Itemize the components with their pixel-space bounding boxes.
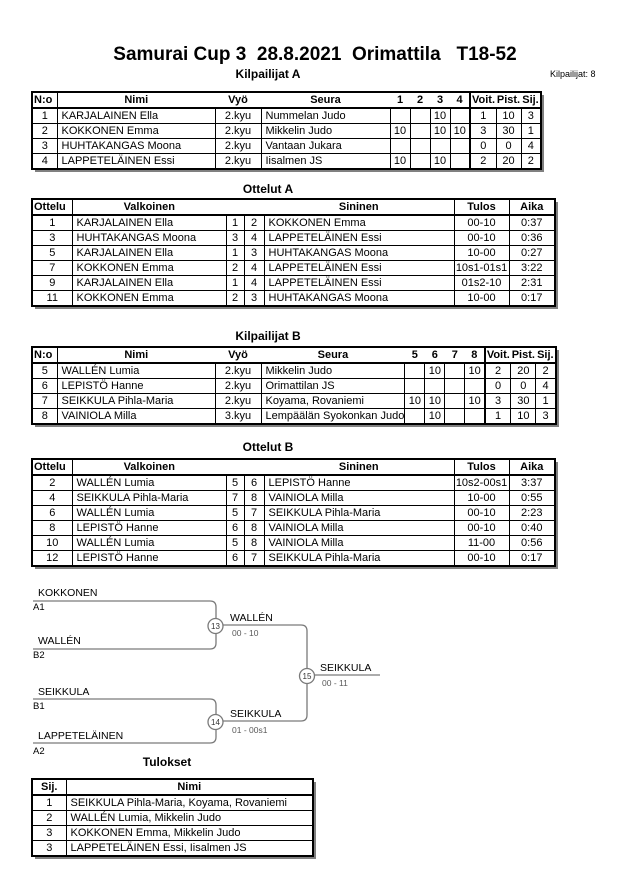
table-cell: 2.kyu <box>215 139 261 154</box>
table-cell: 4 <box>32 154 57 170</box>
table-row <box>32 108 541 124</box>
table-cell: VAINIOLA Milla <box>264 491 454 506</box>
table-cell: 2.kyu <box>215 154 261 170</box>
table-cell: LAPPETELÄINEN Essi <box>264 231 454 246</box>
table-cell: 3 <box>32 841 66 857</box>
table-cell: 12 <box>32 551 72 567</box>
header-row <box>32 199 555 215</box>
table-cell: 0:55 <box>509 491 555 506</box>
column-header: Valkoinen <box>72 459 226 475</box>
table-cell: 0:37 <box>509 215 555 231</box>
table-cell: 8 <box>244 521 264 536</box>
table-cell: 5 <box>226 536 244 551</box>
column-header: Nimi <box>57 92 215 108</box>
table-cell: 6 <box>32 506 72 521</box>
column-header: Nimi <box>66 779 313 795</box>
header-row <box>32 459 555 475</box>
table-cell: 0:17 <box>509 551 555 567</box>
table-cell: 3:37 <box>509 475 555 491</box>
table-header <box>32 347 556 363</box>
table-cell: Orimattilan JS <box>261 379 405 394</box>
column-header: Voit. <box>486 349 510 361</box>
table-row <box>32 363 556 379</box>
table-cell: 4 <box>244 276 264 291</box>
table-cell: 2.kyu <box>215 394 261 409</box>
bracket-line <box>33 699 216 714</box>
table-cell: 2 <box>226 291 244 307</box>
table-cell <box>445 363 465 379</box>
table-cell: VAINIOLA Milla <box>264 521 454 536</box>
table-cell: 3 <box>470 124 496 139</box>
table-cell: KARJALAINEN Ella <box>72 215 226 231</box>
table-cell: KARJALAINEN Ella <box>72 246 226 261</box>
table-cell: 10 <box>390 124 410 139</box>
table-cell: KOKKONEN Emma <box>72 261 226 276</box>
column-header-empty <box>244 459 264 475</box>
table-cell <box>410 154 430 170</box>
table-cell: 0:27 <box>509 246 555 261</box>
table-cell: KARJALAINEN Ella <box>72 276 226 291</box>
table-cell: 10s2-00s1 <box>455 477 508 489</box>
table-cell: HUHTAKANGAS Moona <box>57 139 215 154</box>
table-cell: 4 <box>521 139 541 154</box>
column-header: Sij. <box>521 92 541 108</box>
section-title-ottelut-a: Ottelut A <box>242 182 294 196</box>
bracket-name-semi1-slot1: KOKKONEN <box>38 587 98 599</box>
table-cell <box>410 108 430 124</box>
column-header: Aika <box>509 199 555 215</box>
section-title-kilpailijat-a: Kilpailijat A <box>235 67 301 81</box>
table-cell: KARJALAINEN Ella <box>57 108 215 124</box>
table-cell: 5 <box>32 246 72 261</box>
table-cell: 0:40 <box>509 521 555 536</box>
table-cell: LEPISTÖ Hanne <box>72 551 226 567</box>
table-cell: 20 <box>511 363 536 379</box>
table-row <box>32 551 555 567</box>
column-header: 8 <box>465 347 485 363</box>
table-cell: 6 <box>226 521 244 536</box>
column-header: Pist. <box>511 349 535 361</box>
table-cell: 20 <box>496 154 521 170</box>
table-row <box>32 394 556 409</box>
table-cell: 00-10 <box>454 521 509 536</box>
table-cell: 4 <box>244 261 264 276</box>
table-cell: 2 <box>32 811 66 826</box>
column-header: Sij. <box>536 347 556 363</box>
table-cell: HUHTAKANGAS Moona <box>72 231 226 246</box>
tulokset-table <box>31 778 314 857</box>
table-cell: 2:23 <box>509 506 555 521</box>
table-cell: Koyama, Rovaniemi <box>261 394 405 409</box>
table-cell: 6 <box>244 475 264 491</box>
header-row <box>32 779 313 795</box>
kilpailijat-a-table <box>31 91 542 170</box>
table-cell: 2.kyu <box>215 379 261 394</box>
table-cell: Mikkelin Judo <box>261 124 390 139</box>
table-cell: 10 <box>430 124 450 139</box>
table-cell <box>425 379 445 394</box>
page-title: Samurai Cup 3 28.8.2021 Orimattila T18-52 <box>113 44 517 65</box>
table-cell <box>410 139 430 154</box>
table-cell: HUHTAKANGAS Moona <box>264 291 454 307</box>
table-cell: 10 <box>390 154 410 170</box>
column-header: Tulos <box>454 459 509 475</box>
table-cell: 10 <box>425 409 445 425</box>
bracket-score-final: 00 - 11 <box>322 678 348 688</box>
table-cell: 8 <box>32 521 72 536</box>
table-cell: SEIKKULA Pihla-Maria <box>264 551 454 567</box>
table-row <box>32 246 555 261</box>
table-cell: SEIKKULA Pihla-Maria, Koyama, Rovaniemi <box>66 795 313 811</box>
table-cell: 2.kyu <box>215 124 261 139</box>
bracket-name-semi1-slot2: WALLÉN <box>38 635 81 647</box>
table-cell: LEPISTÖ Hanne <box>264 475 454 491</box>
table-cell <box>390 108 410 124</box>
table-cell: 2 <box>536 363 556 379</box>
bracket-seed-semi2-slot1: B1 <box>33 701 45 712</box>
header-row <box>32 347 556 363</box>
table-cell: 1 <box>470 108 496 124</box>
bracket-winner-final: SEIKKULA <box>320 662 372 674</box>
table-cell: 10 <box>465 363 485 379</box>
table-cell: 1 <box>226 276 244 291</box>
table-cell <box>390 139 410 154</box>
table-cell: LAPPETELÄINEN Essi <box>264 276 454 291</box>
table-body <box>32 795 313 856</box>
table-cell: 10 <box>425 363 445 379</box>
table-cell: 1 <box>521 124 541 139</box>
table-cell: 3 <box>32 826 66 841</box>
table-cell: 5 <box>226 506 244 521</box>
bracket-name-semi2-slot1: SEIKKULA <box>38 686 90 698</box>
table-cell: 10 <box>425 394 445 409</box>
table-header <box>32 459 555 475</box>
bracket-name-semi2-slot2: LAPPETELÄINEN <box>38 730 124 742</box>
bracket-seed-semi2-slot2: A2 <box>33 746 45 757</box>
table-row <box>32 491 555 506</box>
table-cell <box>450 154 470 170</box>
table-cell <box>465 379 485 394</box>
column-header: Sininen <box>264 459 454 475</box>
table-cell <box>405 409 425 425</box>
table-cell: LEPISTÖ Hanne <box>72 521 226 536</box>
table-cell: 8 <box>244 536 264 551</box>
table-cell: LAPPETELÄINEN Essi <box>57 154 215 170</box>
table-cell: 4 <box>536 379 556 394</box>
table-row <box>32 475 555 491</box>
column-header: Voit. <box>471 94 495 106</box>
table-cell: WALLÉN Lumia <box>72 536 226 551</box>
column-header: Valkoinen <box>72 199 226 215</box>
finals-bracket <box>0 583 630 768</box>
column-header: Pist. <box>496 94 521 106</box>
table-cell: 0:36 <box>509 231 555 246</box>
table-cell <box>450 108 470 124</box>
table-cell <box>445 394 465 409</box>
table-cell: 0:56 <box>509 536 555 551</box>
table-cell <box>405 363 425 379</box>
table-cell: WALLÉN Lumia <box>72 475 226 491</box>
competitor-count-label: Kilpailijat: 8 <box>550 69 596 79</box>
table-cell: 5 <box>32 363 57 379</box>
table-cell: 2.kyu <box>215 363 261 379</box>
table-cell: 1 <box>32 795 66 811</box>
bracket-seed-semi1-slot1: A1 <box>33 602 45 613</box>
column-header: Sininen <box>264 199 454 215</box>
match-number-final: 15 <box>302 672 312 681</box>
table-cell: 10s1-01s1 <box>455 262 508 274</box>
column-header: 4 <box>450 92 470 108</box>
table-cell: 10 <box>450 124 470 139</box>
section-title-ottelut-b: Ottelut B <box>242 440 294 454</box>
table-cell: Nummelan Judo <box>261 108 390 124</box>
table-body <box>32 475 555 566</box>
table-cell: 0 <box>496 139 521 154</box>
table-cell: 7 <box>244 551 264 567</box>
table-header <box>32 92 541 108</box>
table-cell: 3 <box>536 409 556 425</box>
ottelut-b-table <box>31 458 556 567</box>
table-row <box>32 379 556 394</box>
table-row <box>32 154 541 170</box>
table-cell: 11 <box>32 291 72 307</box>
table-row <box>32 811 313 826</box>
table-cell: Vantaan Jukara <box>261 139 390 154</box>
match-number-semi2: 14 <box>211 718 220 727</box>
table-row <box>32 826 313 841</box>
table-cell: HUHTAKANGAS Moona <box>264 246 454 261</box>
table-cell: 3 <box>32 139 57 154</box>
column-header: 3 <box>430 92 450 108</box>
column-header: 1 <box>390 92 410 108</box>
table-cell: 5 <box>226 475 244 491</box>
table-cell: 2 <box>32 475 72 491</box>
table-row <box>32 231 555 246</box>
table-cell: 10 <box>32 536 72 551</box>
table-cell: 0:17 <box>509 291 555 307</box>
section-title-kilpailijat-b: Kilpailijat B <box>235 329 301 343</box>
table-cell: 2:31 <box>509 276 555 291</box>
column-header: Vyö <box>215 347 261 363</box>
bracket-score-semi2: 01 - 00s1 <box>232 725 268 735</box>
table-row <box>32 506 555 521</box>
table-cell: 10-00 <box>454 246 509 261</box>
table-cell: 10 <box>511 409 536 425</box>
column-header: 7 <box>445 347 465 363</box>
table-cell <box>445 409 465 425</box>
table-cell <box>410 124 430 139</box>
table-cell: 1 <box>32 215 72 231</box>
table-cell <box>465 409 485 425</box>
table-cell: 2 <box>244 215 264 231</box>
table-cell: 1 <box>226 246 244 261</box>
table-cell: 10 <box>496 108 521 124</box>
table-cell: LAPPETELÄINEN Essi <box>264 261 454 276</box>
table-cell: 3.kyu <box>215 409 261 425</box>
table-cell: 3 <box>244 291 264 307</box>
table-row <box>32 215 555 231</box>
column-header: Aika <box>509 459 555 475</box>
table-cell: 30 <box>511 394 536 409</box>
table-header <box>32 779 313 795</box>
table-cell: WALLÉN Lumia, Mikkelin Judo <box>66 811 313 826</box>
table-cell: 10-00 <box>454 291 509 307</box>
table-cell: 10 <box>430 154 450 170</box>
table-header <box>32 199 555 215</box>
table-cell: 1 <box>536 394 556 409</box>
table-cell: 1 <box>485 409 511 425</box>
column-header-empty <box>226 199 244 215</box>
table-cell: 2 <box>226 261 244 276</box>
table-cell: Lempäälän Syokonkan Judo <box>261 409 405 425</box>
table-cell: 10 <box>405 394 425 409</box>
table-cell: 4 <box>244 231 264 246</box>
column-header: Seura <box>261 92 390 108</box>
table-cell: 10-00 <box>454 491 509 506</box>
table-cell: 1 <box>32 108 57 124</box>
column-header-empty <box>226 459 244 475</box>
table-cell: 7 <box>226 491 244 506</box>
bracket-seed-semi1-slot2: B2 <box>33 650 45 661</box>
table-cell: 6 <box>226 551 244 567</box>
table-cell: 7 <box>244 506 264 521</box>
table-body <box>32 108 541 169</box>
table-cell: KOKKONEN Emma <box>72 291 226 307</box>
table-cell: SEIKKULA Pihla-Maria <box>264 506 454 521</box>
column-header: Nimi <box>57 347 215 363</box>
table-row <box>32 521 555 536</box>
section-title-tulokset: Tulokset <box>142 755 192 769</box>
column-header: Vyö <box>215 92 261 108</box>
table-cell: 2 <box>485 363 511 379</box>
table-cell: 7 <box>32 394 57 409</box>
table-cell: 3 <box>32 231 72 246</box>
table-cell: 01s2-10 <box>454 276 509 291</box>
column-header: 5 <box>405 347 425 363</box>
table-row <box>32 841 313 857</box>
column-header: Seura <box>261 347 405 363</box>
table-cell: Mikkelin Judo <box>261 363 405 379</box>
column-header: Tulos <box>454 199 509 215</box>
table-cell: Iisalmen JS <box>261 154 390 170</box>
table-cell: 6 <box>32 379 57 394</box>
table-cell: 3 <box>521 108 541 124</box>
table-cell: 3 <box>226 231 244 246</box>
table-cell: LEPISTÖ Hanne <box>57 379 215 394</box>
bracket-winner-semi2: SEIKKULA <box>230 708 282 720</box>
column-header: N:o <box>32 347 57 363</box>
match-number-semi1: 13 <box>211 622 220 631</box>
table-cell: 2 <box>32 124 57 139</box>
table-cell <box>405 379 425 394</box>
table-cell: VAINIOLA Milla <box>57 409 215 425</box>
table-cell: 0 <box>470 139 496 154</box>
table-row <box>32 261 555 276</box>
ottelut-a-table <box>31 198 556 307</box>
bracket-winner-semi1: WALLÉN <box>230 612 273 624</box>
bracket-line <box>33 601 216 618</box>
table-row <box>32 124 541 139</box>
table-cell: 11-00 <box>454 536 509 551</box>
column-header-empty <box>244 199 264 215</box>
table-row <box>32 795 313 811</box>
table-cell: 3:22 <box>509 261 555 276</box>
table-cell: 9 <box>32 276 72 291</box>
table-body <box>32 363 556 424</box>
table-cell <box>445 379 465 394</box>
table-row <box>32 139 541 154</box>
table-cell: 8 <box>244 491 264 506</box>
table-cell: 00-10 <box>454 551 509 567</box>
column-header: Ottelu <box>32 199 72 215</box>
table-cell: LAPPETELÄINEN Essi, Iisalmen JS <box>66 841 313 857</box>
table-cell: VAINIOLA Milla <box>264 536 454 551</box>
table-cell: 00-10 <box>454 506 509 521</box>
column-header: 2 <box>410 92 430 108</box>
table-cell: 1 <box>226 215 244 231</box>
table-body <box>32 215 555 306</box>
table-cell: 00-10 <box>454 215 509 231</box>
table-cell: 0 <box>511 379 536 394</box>
table-cell: 2.kyu <box>215 108 261 124</box>
table-cell: 4 <box>32 491 72 506</box>
table-cell: 0 <box>485 379 511 394</box>
table-cell: SEIKKULA Pihla-Maria <box>72 491 226 506</box>
header-row <box>32 92 541 108</box>
table-cell: WALLÉN Lumia <box>57 363 215 379</box>
table-cell <box>430 139 450 154</box>
bracket-score-semi1: 00 - 10 <box>232 628 259 638</box>
column-header: Sij. <box>32 779 66 795</box>
table-cell: 00-10 <box>454 231 509 246</box>
table-cell: KOKKONEN Emma <box>264 215 454 231</box>
table-cell: 30 <box>496 124 521 139</box>
table-cell: 3 <box>244 246 264 261</box>
column-header: Ottelu <box>32 459 72 475</box>
table-cell: KOKKONEN Emma <box>57 124 215 139</box>
table-row <box>32 536 555 551</box>
table-cell: 8 <box>32 409 57 425</box>
table-cell: KOKKONEN Emma, Mikkelin Judo <box>66 826 313 841</box>
table-row <box>32 291 555 307</box>
table-cell: 7 <box>32 261 72 276</box>
kilpailijat-b-table <box>31 346 557 425</box>
column-header: N:o <box>32 92 57 108</box>
table-cell: SEIKKULA Pihla-Maria <box>57 394 215 409</box>
table-cell: 10 <box>465 394 485 409</box>
table-row <box>32 276 555 291</box>
table-cell: WALLÉN Lumia <box>72 506 226 521</box>
table-cell: 2 <box>470 154 496 170</box>
table-cell: 3 <box>485 394 511 409</box>
table-row <box>32 409 556 425</box>
table-cell: 2 <box>521 154 541 170</box>
table-cell <box>450 139 470 154</box>
column-header: 6 <box>425 347 445 363</box>
table-cell: 10 <box>430 108 450 124</box>
